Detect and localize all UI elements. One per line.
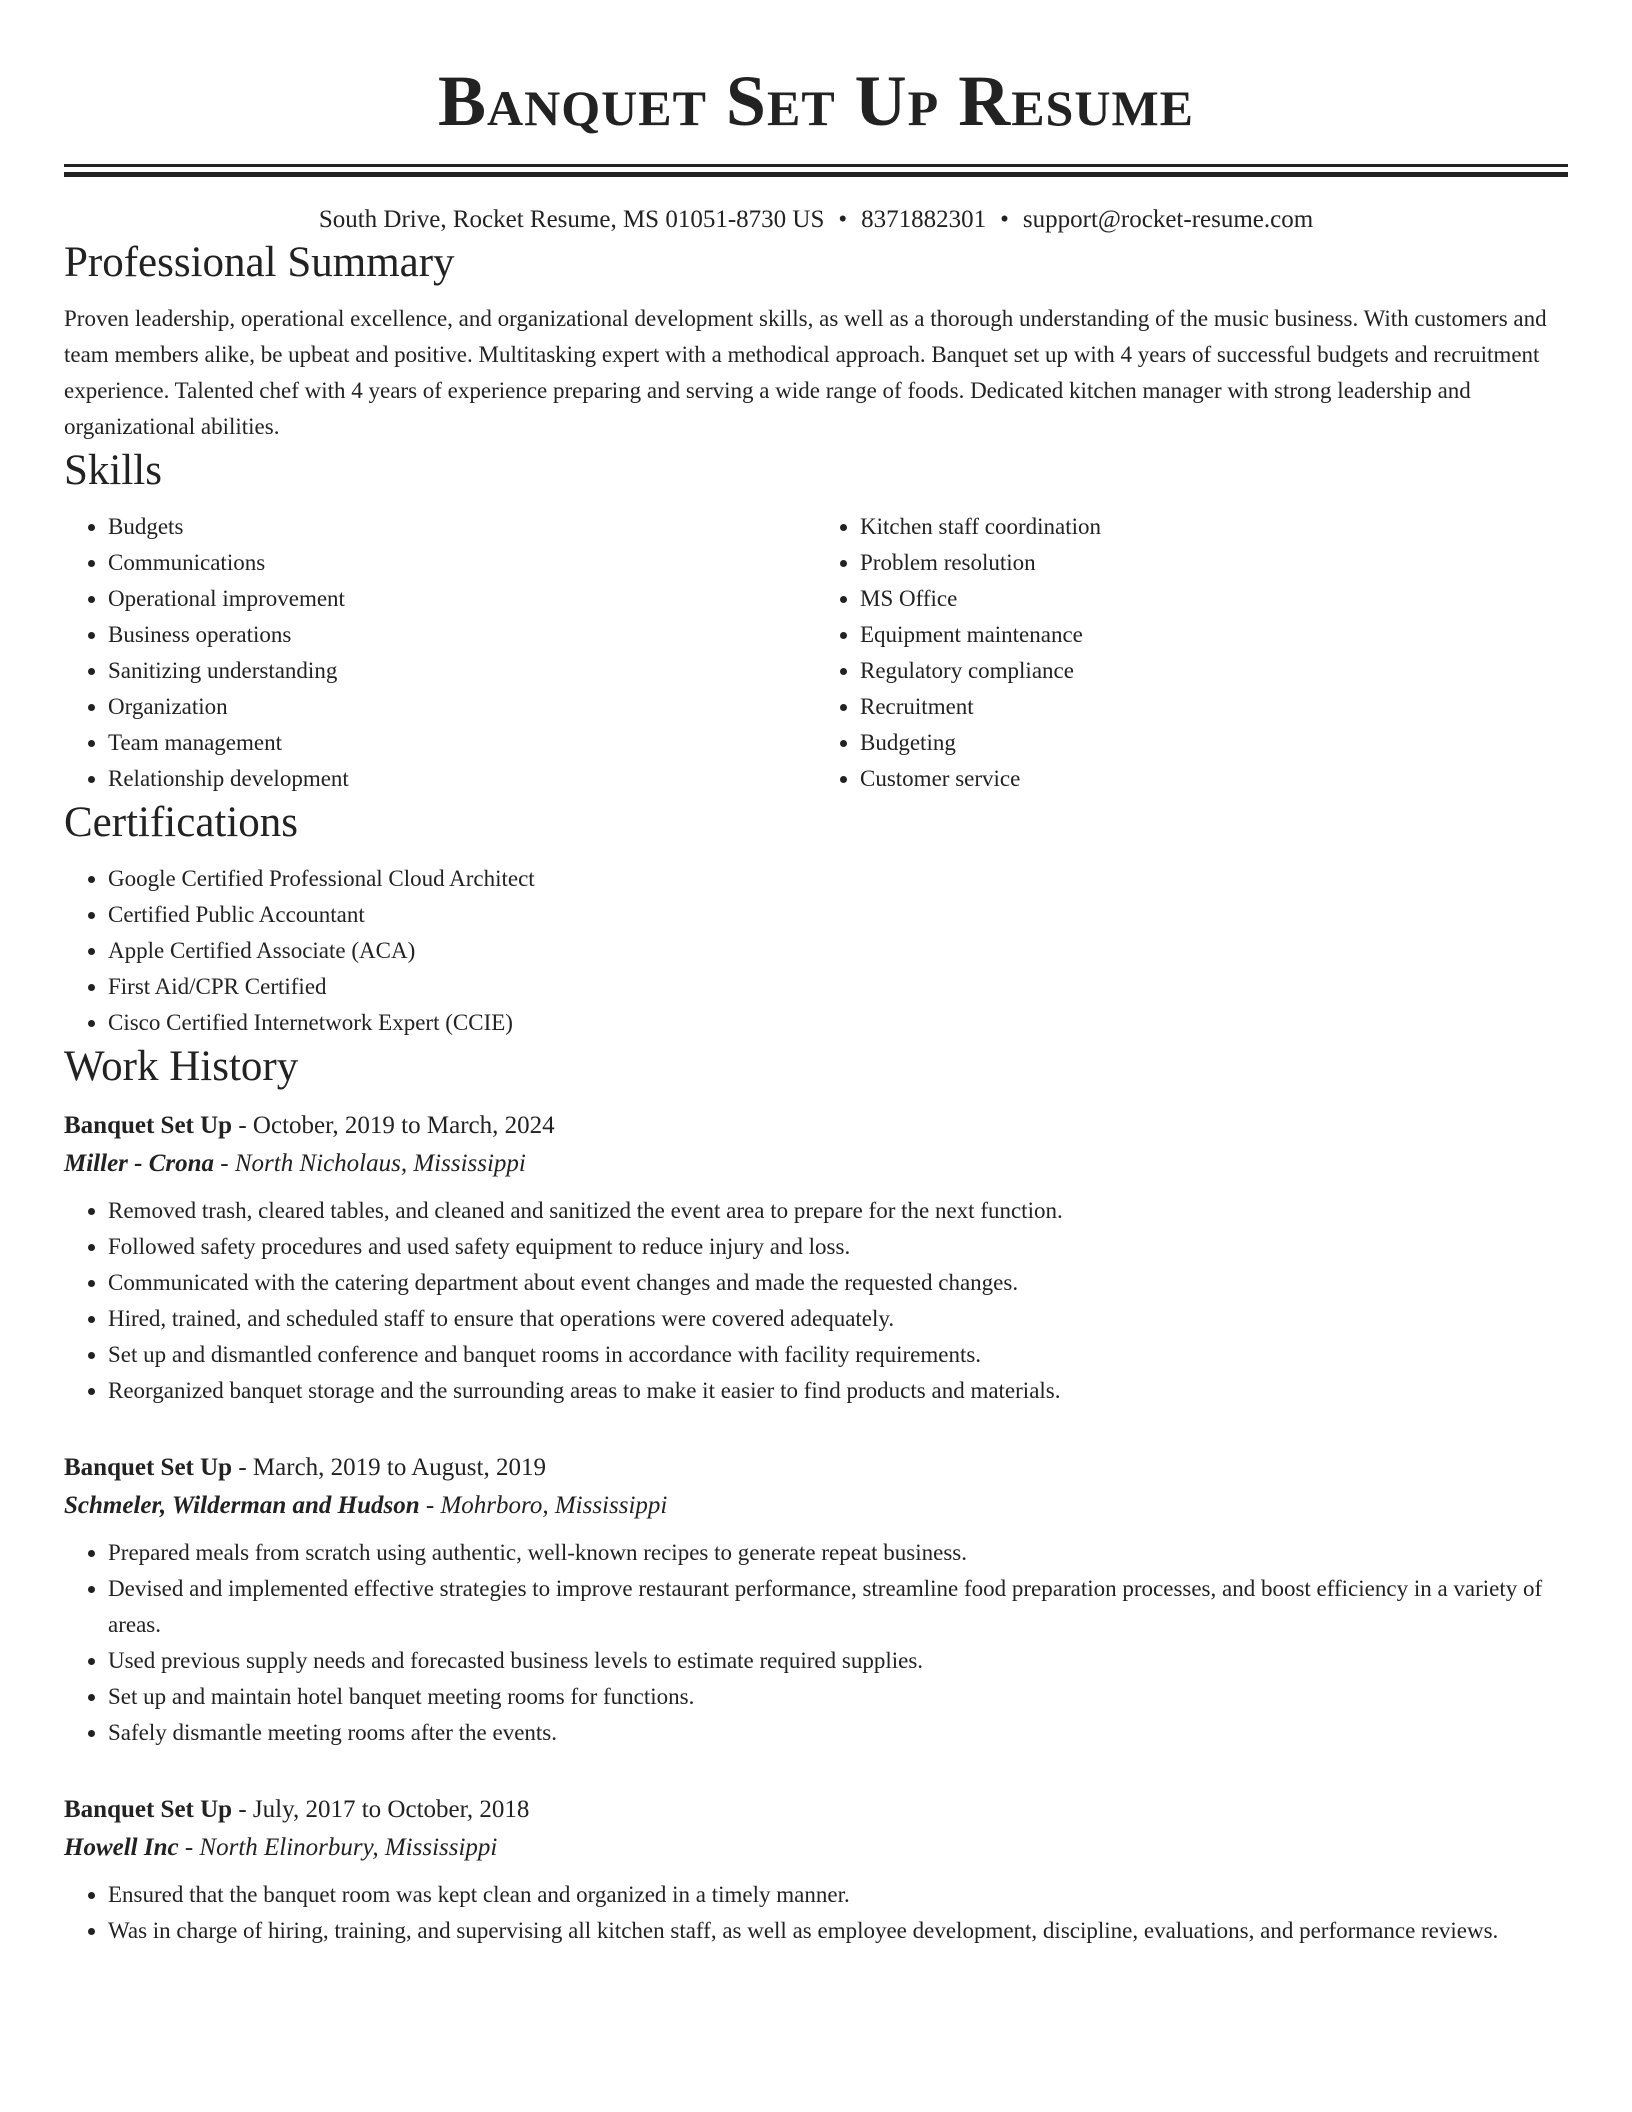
skills-heading: Skills xyxy=(64,447,162,494)
job-bullets xyxy=(64,1535,1568,1751)
job-bullet: • Followed safety procedures and used safety equipment to reduce injury and loss. xyxy=(108,1229,1568,1265)
job-dates: - October, 2019 to March, 2024 xyxy=(232,1112,555,1139)
skill-item: • Customer service xyxy=(860,761,1568,797)
title-divider xyxy=(64,164,1568,177)
skill-item: • Budgets xyxy=(108,509,816,545)
job-bullet: • Safely dismantle meeting rooms after the events. xyxy=(108,1715,1568,1751)
job-company-line xyxy=(64,1487,1568,1525)
job-company: Howell Inc xyxy=(64,1834,179,1861)
skill-item: • Communications xyxy=(108,545,816,581)
job-title-line xyxy=(64,1107,1568,1145)
skill-item: • Regulatory compliance xyxy=(860,653,1568,689)
skill-item: • Budgeting xyxy=(860,725,1568,761)
contact-line xyxy=(64,203,1568,237)
job-bullet: • Communicated with the catering department about event changes and made the requested changes. xyxy=(108,1265,1568,1301)
job-bullet: • Hired, trained, and scheduled staff to ensure that operations were covered adequately. xyxy=(108,1301,1568,1337)
skill-item: • Recruitment xyxy=(860,689,1568,725)
certifications-list xyxy=(64,861,1568,1041)
job-bullet: • Prepared meals from scratch using authentic, well-known recipes to generate repeat business. xyxy=(108,1535,1568,1571)
skill-item: • Team management xyxy=(108,725,816,761)
certifications-heading: Certifications xyxy=(64,799,299,846)
resume-page xyxy=(64,0,1568,1949)
job-company: Schmeler, Wilderman and Hudson xyxy=(64,1492,420,1519)
summary-text: Proven leadership, operational excellence, and organizational development skills, as well as a thorough understanding of the music business. With customers and team members alike, be upbeat and positive. Multitasking expert with a methodical approach. Banquet set up with 4 years of successful budgets and recruitment experience. Talented chef with 4 years of experience preparing and serving a wide range of foods. Dedicated kitchen manager with strong leadership and organizational abilities. xyxy=(64,306,1547,439)
job-bullet: • Reorganized banquet storage and the surrounding areas to make it easier to find products and materials. xyxy=(108,1373,1568,1409)
certification-item: • Certified Public Accountant xyxy=(108,897,1568,933)
job-entry xyxy=(64,1791,1568,1949)
job-dates: - March, 2019 to August, 2019 xyxy=(232,1454,546,1481)
job-bullet: • Used previous supply needs and forecasted business levels to estimate required supplies. xyxy=(108,1643,1568,1679)
job-company-line xyxy=(64,1145,1568,1183)
contact-email[interactable]: support@rocket-resume.com xyxy=(1022,206,1314,233)
job-location: - Mohrboro, Mississippi xyxy=(419,1492,668,1519)
skill-item: • Problem resolution xyxy=(860,545,1568,581)
job-bullet: • Devised and implemented effective strategies to improve restaurant performance, streamline food preparation processes, and boost efficiency in a variety of areas. xyxy=(108,1571,1568,1643)
skill-item: • Relationship development xyxy=(108,761,816,797)
job-location: - North Nicholaus, Mississippi xyxy=(214,1150,526,1177)
contact-separator: • xyxy=(838,206,848,233)
job-title-line xyxy=(64,1449,1568,1487)
skill-item: • MS Office xyxy=(860,581,1568,617)
job-bullet: • Ensured that the banquet room was kept clean and organized in a timely manner. xyxy=(108,1877,1568,1913)
contact-address: South Drive, Rocket Resume, MS 01051-8730 US xyxy=(318,206,825,233)
skills-left-list xyxy=(64,509,816,797)
certification-item: • First Aid/CPR Certified xyxy=(108,969,1568,1005)
skill-item: • Equipment maintenance xyxy=(860,617,1568,653)
certification-item: • Apple Certified Associate (ACA) xyxy=(108,933,1568,969)
skill-item: • Sanitizing understanding xyxy=(108,653,816,689)
skills-right-list xyxy=(816,509,1568,797)
resume-title: Banquet Set Up Resume xyxy=(437,61,1195,141)
job-bullet: • Was in charge of hiring, training, and supervising all kitchen staff, as well as employee development, discipline, evaluations, and performance reviews. xyxy=(108,1913,1568,1949)
work-history-heading: Work History xyxy=(64,1043,299,1090)
job-dates: - July, 2017 to October, 2018 xyxy=(232,1796,530,1823)
job-bullet: • Removed trash, cleared tables, and cleaned and sanitized the event area to prepare for the next function. xyxy=(108,1193,1568,1229)
job-role: Banquet Set Up xyxy=(64,1796,233,1823)
skill-item: • Organization xyxy=(108,689,816,725)
certification-item: • Cisco Certified Internetwork Expert (CCIE) xyxy=(108,1005,1568,1041)
skill-item: • Business operations xyxy=(108,617,816,653)
job-bullets xyxy=(64,1877,1568,1949)
skill-item: • Operational improvement xyxy=(108,581,816,617)
job-bullets xyxy=(64,1193,1568,1409)
contact-separator: • xyxy=(1000,206,1009,233)
summary-heading: Professional Summary xyxy=(64,239,455,286)
job-bullet: • Set up and maintain hotel banquet meeting rooms for functions. xyxy=(108,1679,1568,1715)
job-entry xyxy=(64,1107,1568,1409)
certification-item: • Google Certified Professional Cloud Architect xyxy=(108,861,1568,897)
job-role: Banquet Set Up xyxy=(64,1454,233,1481)
job-entry xyxy=(64,1449,1568,1751)
job-company: Miller - Crona xyxy=(64,1150,215,1177)
job-role: Banquet Set Up xyxy=(64,1112,233,1139)
contact-phone: 8371882301 xyxy=(861,206,987,233)
job-location: - North Elinorbury, Mississippi xyxy=(178,1834,498,1861)
job-bullet: • Set up and dismantled conference and banquet rooms in accordance with facility requirements. xyxy=(108,1337,1568,1373)
skills-columns xyxy=(64,509,1568,797)
skill-item: • Kitchen staff coordination xyxy=(860,509,1568,545)
job-company-line xyxy=(64,1829,1568,1867)
job-title-line xyxy=(64,1791,1568,1829)
